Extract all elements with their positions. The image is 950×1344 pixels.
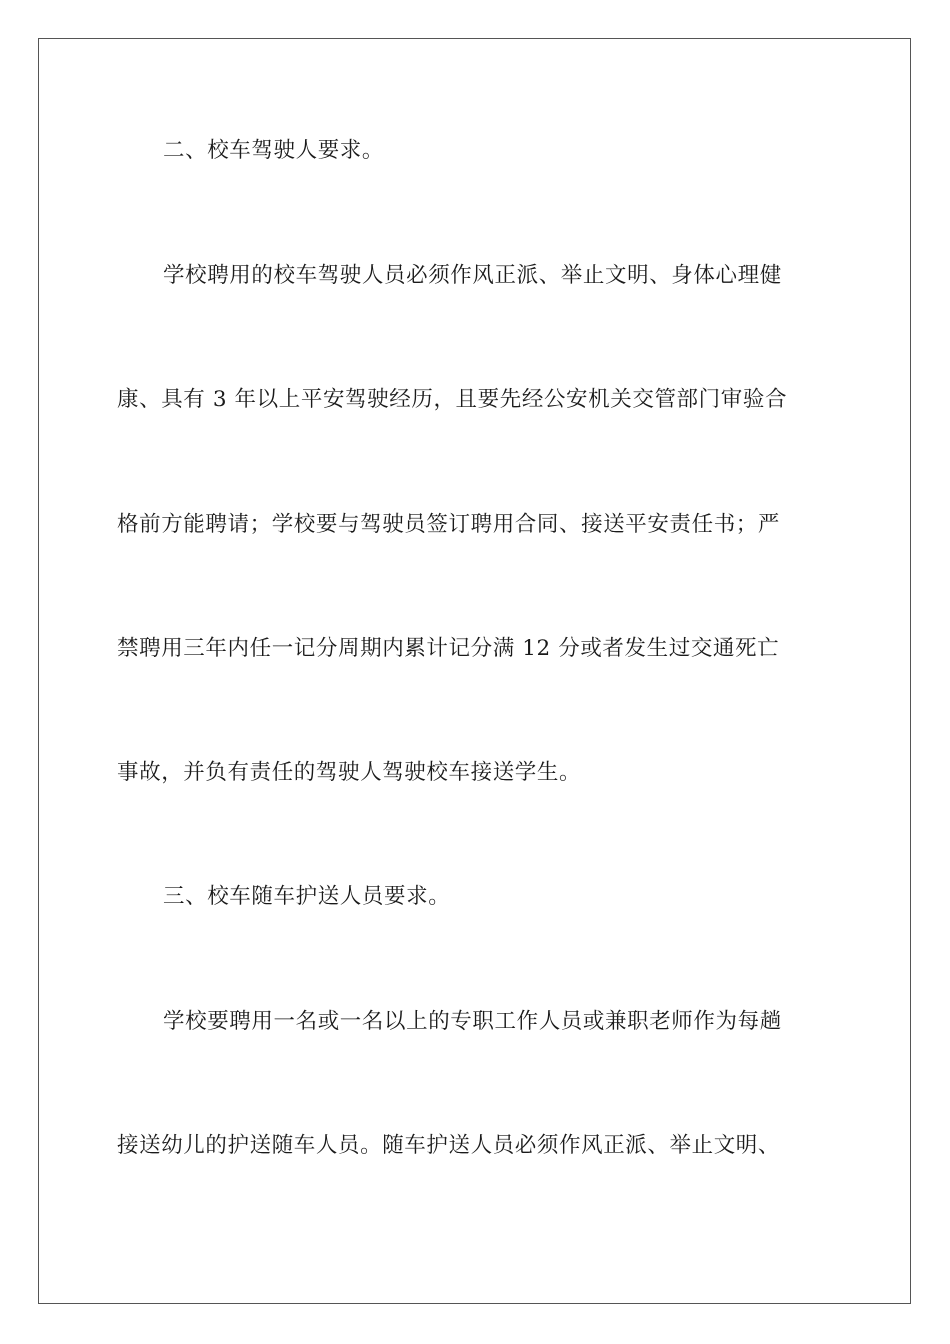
section-heading-escort-requirements: 三、校车随车护送人员要求。 xyxy=(163,884,451,909)
paragraph-line: 接送幼儿的护送随车人员。随车护送人员必须作风正派、举止文明、 xyxy=(117,1133,781,1158)
page-border xyxy=(38,38,911,1304)
section-heading-driver-requirements: 二、校车驾驶人要求。 xyxy=(163,138,385,163)
paragraph-line: 学校要聘用一名或一名以上的专职工作人员或兼职老师作为每趟 xyxy=(163,1009,782,1034)
paragraph-line: 事故，并负有责任的驾驶人驾驶校车接送学生。 xyxy=(117,760,582,785)
paragraph-line: 禁聘用三年内任一记分周期内累计记分满 12 分或者发生过交通死亡 xyxy=(117,636,780,661)
paragraph-line: 康、具有 3 年以上平安驾驶经历，且要先经公安机关交管部门审验合 xyxy=(117,387,788,412)
paragraph-line: 学校聘用的校车驾驶人员必须作风正派、举止文明、身体心理健 xyxy=(163,263,782,288)
paragraph-line: 格前方能聘请；学校要与驾驶员签订聘用合同、接送平安责任书；严 xyxy=(117,512,781,537)
